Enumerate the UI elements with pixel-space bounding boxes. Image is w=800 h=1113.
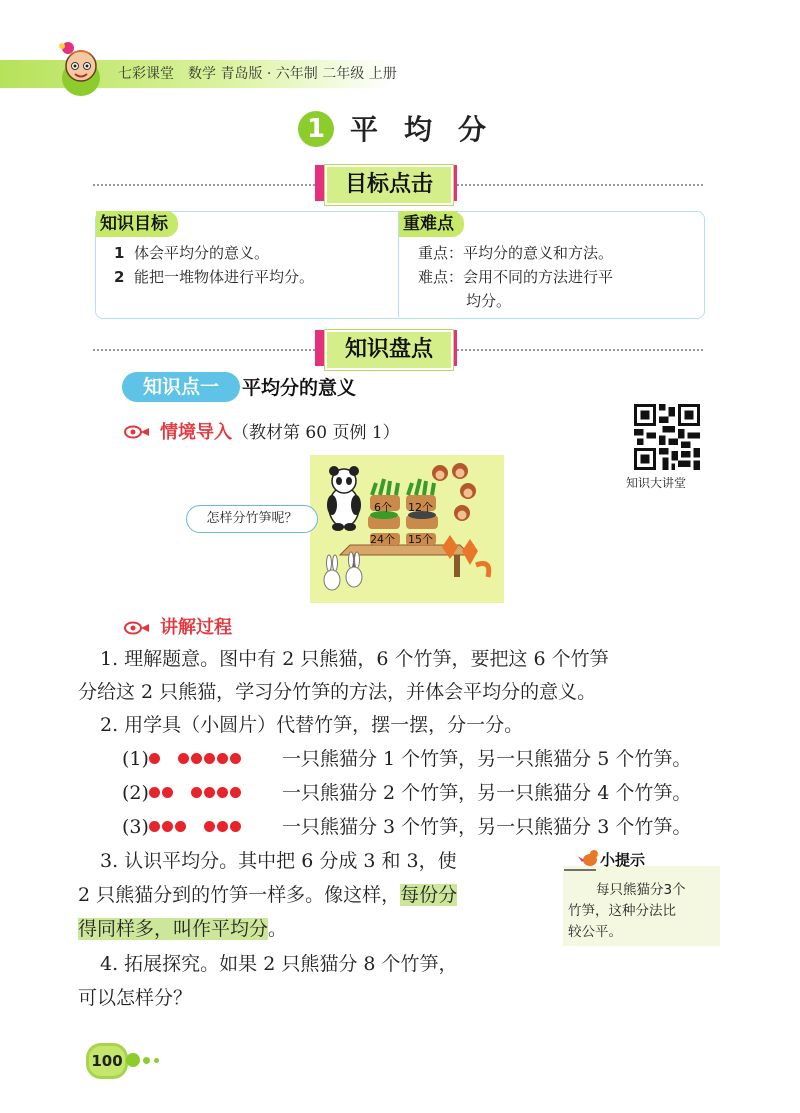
counter-dots xyxy=(149,816,243,838)
counter-dots xyxy=(149,748,243,770)
counter-dot xyxy=(149,753,160,764)
counter-dot xyxy=(149,821,160,832)
rabbit-icon xyxy=(324,552,362,590)
key-difficulty-tag: 重难点 xyxy=(399,211,464,237)
para1-line1: 1. 理解题意。图中有 2 只熊猫，6 个竹笋，要把这 6 个竹笋 xyxy=(100,648,609,670)
counter-dot xyxy=(217,821,228,832)
knowledge-goal-tag: 知识目标 xyxy=(96,211,178,237)
counter-dot xyxy=(149,787,160,798)
split-text: 一只熊猫分 3 个竹笋，另一只熊猫分 3 个竹笋。 xyxy=(282,816,692,838)
highlighted-definition: 每份分 xyxy=(400,884,458,906)
split-text: 一只熊猫分 1 个竹笋，另一只熊猫分 5 个竹笋。 xyxy=(282,748,692,770)
split-row xyxy=(122,778,243,808)
monkey-icon xyxy=(432,463,476,521)
illustration xyxy=(310,455,504,603)
para1-line2: 分给这 2 只熊猫，学习分竹笋的方法，并体会平均分的意义。 xyxy=(78,681,597,703)
counter-dot xyxy=(191,753,202,764)
page-decor-dot xyxy=(154,1058,159,1063)
goal-text: 体会平均分的意义。 xyxy=(134,244,270,262)
situation-heading xyxy=(160,418,400,444)
counter-dot xyxy=(204,821,215,832)
tip-heading: 小提示 xyxy=(600,851,646,869)
difficulty-point-cont: 均分。 xyxy=(466,292,512,310)
split-label: (2) xyxy=(122,782,149,804)
tip-line: 竹笋，这种分法比 xyxy=(568,903,676,919)
split-row xyxy=(122,744,243,774)
speech-bubble: 怎样分竹笋呢？ xyxy=(186,505,318,533)
para4-line2: 可以怎样分？ xyxy=(78,987,193,1009)
counter-dot xyxy=(162,787,173,798)
lesson-number: 1 xyxy=(298,111,334,147)
counter-dots xyxy=(149,782,243,804)
eye-bullet-icon xyxy=(124,621,150,635)
knowledge-point-tag: 知识点一 xyxy=(122,372,240,402)
key-point: 重点：平均分的意义和方法。 xyxy=(418,244,614,262)
tip-line: 每只熊猫分3个 xyxy=(596,882,686,898)
counter-dot xyxy=(191,787,202,798)
bird-icon xyxy=(560,846,600,876)
basket-label: 15个 xyxy=(408,533,433,546)
goal-item xyxy=(114,266,314,287)
page-number: 100 xyxy=(86,1043,128,1079)
para2-line1: 2. 用学具（小圆片）代替竹笋，摆一摆，分一分。 xyxy=(100,714,524,736)
qr-caption: 知识大讲堂 xyxy=(626,476,687,490)
counter-dot xyxy=(175,821,186,832)
para3-line2-text: 2 只熊猫分到的竹笋一样多。像这样， xyxy=(78,884,401,906)
para3-line3-text: 。 xyxy=(268,918,288,940)
qr-code-icon xyxy=(634,404,700,470)
split-label: (3) xyxy=(122,816,149,838)
para3-line1: 3. 认识平均分。其中把 6 分成 3 和 3，使 xyxy=(100,850,457,872)
counter-dot xyxy=(217,787,228,798)
split-text: 一只熊猫分 2 个竹笋，另一只熊猫分 4 个竹笋。 xyxy=(282,782,692,804)
split-row xyxy=(122,812,243,842)
header-text: 七彩课堂 数学 青岛版 · 六年制 二年级 上册 xyxy=(118,66,397,82)
counter-dot xyxy=(217,753,228,764)
page-decor-dot xyxy=(143,1057,150,1064)
page-decor-dot xyxy=(126,1053,140,1067)
counter-dot xyxy=(230,821,241,832)
textbook-reference: （教材第 60 页例 1） xyxy=(232,423,400,443)
counter-dot xyxy=(230,753,241,764)
para4-line1: 4. 拓展探究。如果 2 只熊猫分 8 个竹笋， xyxy=(100,953,458,975)
page-title: 平均分 xyxy=(350,113,513,146)
section-title-goals: 目标点击 xyxy=(325,165,453,205)
counter-dot xyxy=(162,821,173,832)
para3-line2 xyxy=(78,880,457,910)
goal-item xyxy=(114,242,269,263)
goal-number: 2 xyxy=(114,268,125,286)
mascot-icon xyxy=(50,38,112,100)
counter-dot xyxy=(178,753,189,764)
situation-heading-text: 情境导入 xyxy=(160,422,232,443)
basket-label: 6个 xyxy=(374,501,392,514)
counter-dot xyxy=(204,787,215,798)
tip-text xyxy=(568,880,720,943)
knowledge-point-title: 平均分的意义 xyxy=(242,377,357,399)
basket-label: 24个 xyxy=(370,533,395,546)
explain-heading: 讲解过程 xyxy=(160,617,232,638)
split-label: (1) xyxy=(122,748,149,770)
pandas-bamboo-illustration xyxy=(310,455,504,603)
goal-text: 能把一堆物体进行平均分。 xyxy=(134,268,315,286)
para3-line3 xyxy=(78,914,287,944)
panda-icon xyxy=(327,466,361,531)
eye-bullet-icon xyxy=(124,425,150,439)
goal-number: 1 xyxy=(114,244,125,262)
fox-icon xyxy=(442,535,489,577)
highlighted-definition: 得同样多，叫作平均分 xyxy=(78,918,269,940)
tip-line: 较公平。 xyxy=(568,924,622,940)
difficulty-point: 难点：会用不同的方法进行平 xyxy=(418,268,614,286)
basket-label: 12个 xyxy=(408,501,433,514)
counter-dot xyxy=(204,753,215,764)
section-title-knowledge: 知识盘点 xyxy=(325,330,453,370)
counter-dot xyxy=(230,787,241,798)
